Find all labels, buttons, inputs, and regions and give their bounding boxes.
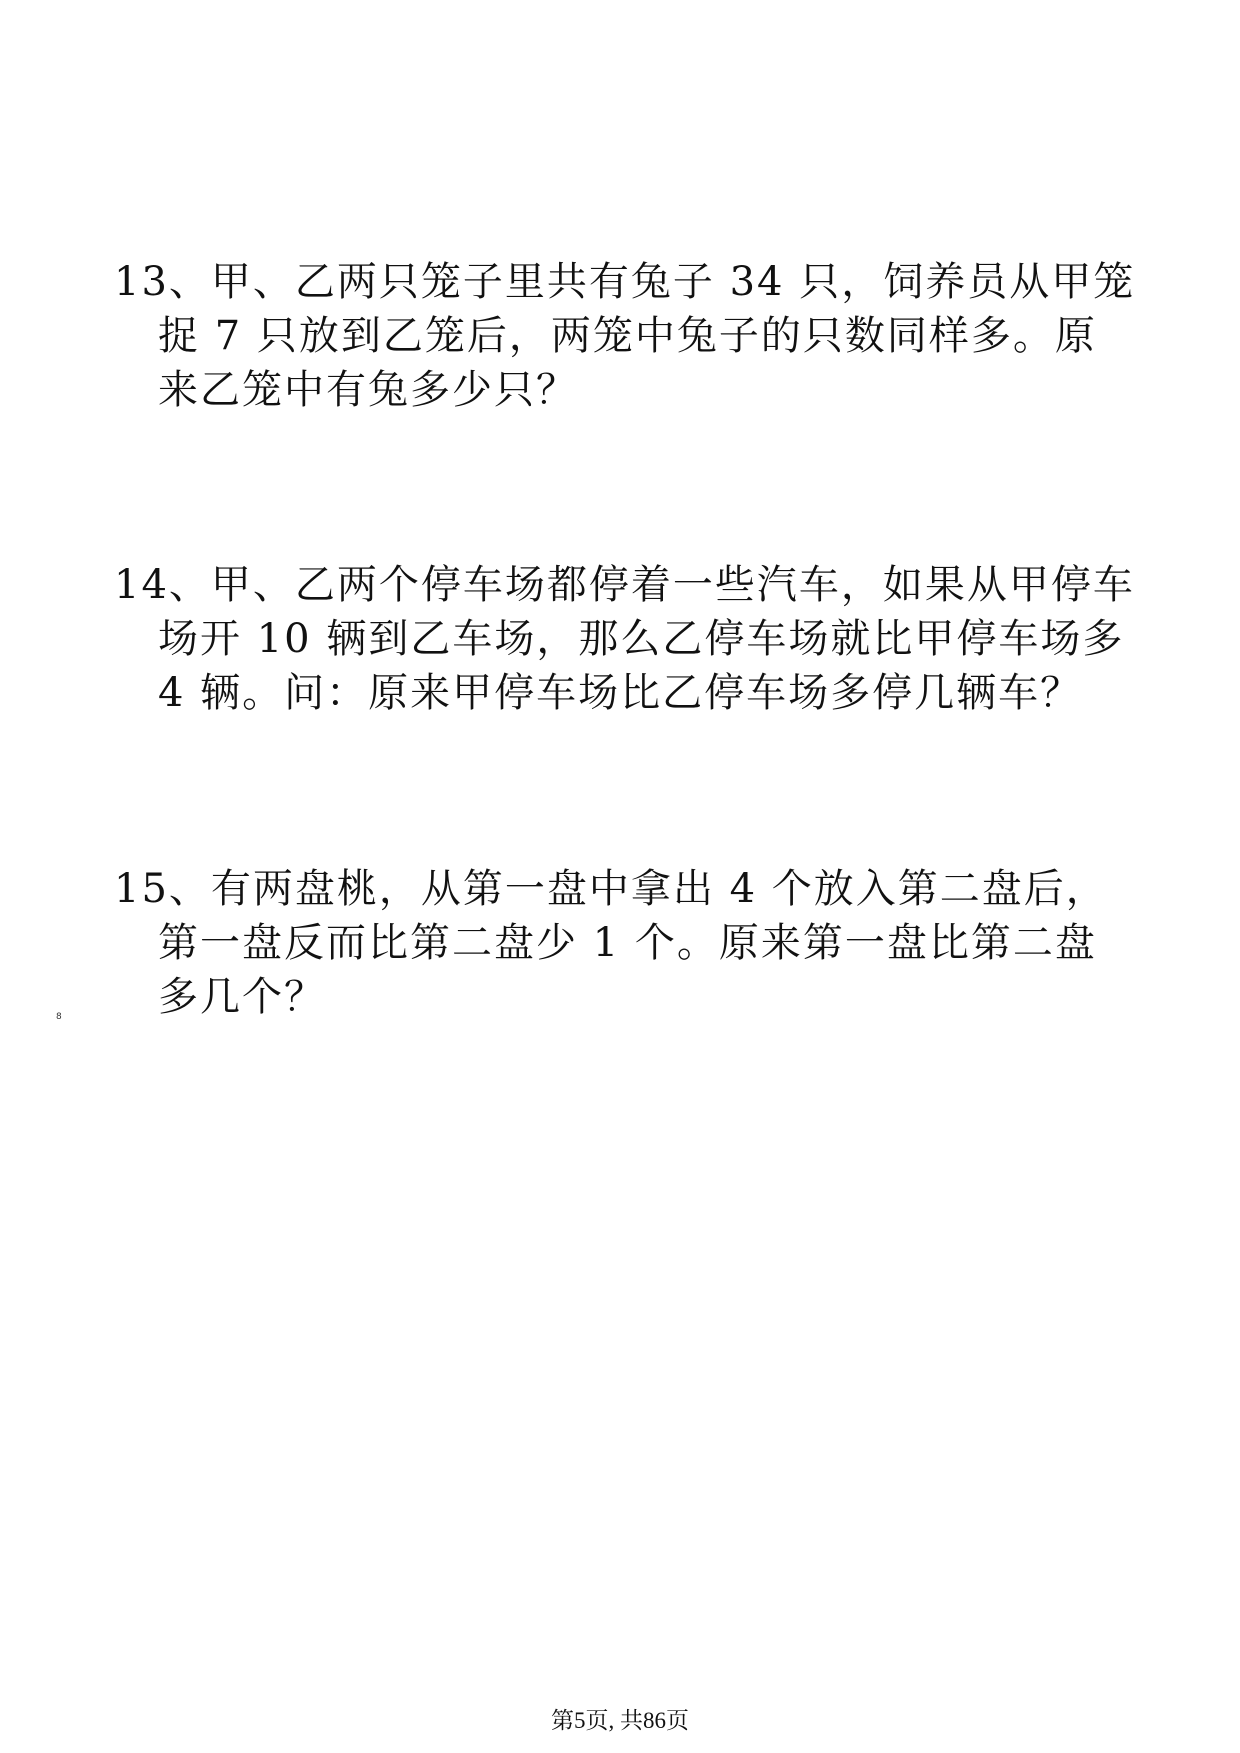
problem-15 (114, 862, 1108, 1024)
problem-line: 15、有两盘桃，从第一盘中拿出 4 个放入第二盘后， (114, 866, 1108, 912)
problem-line: 第一盘反而比第二盘少 1 个。原来第一盘比第二盘 (158, 920, 1097, 966)
problem-line: 4 辆。问：原来甲停车场比乙停车场多停几辆车？ (158, 670, 1083, 716)
problem-line: 多几个？ (158, 974, 326, 1020)
problem-line: 来乙笼中有兔多少只？ (158, 367, 578, 413)
problem-line: 13、甲、乙两只笼子里共有兔子 34 只，饲养员从甲笼 (114, 259, 1136, 305)
problem-line: 14、甲、乙两个停车场都停着一些汽车，如果从甲停车 (114, 562, 1135, 608)
margin-mark: 8 (56, 1012, 62, 1022)
problem-line: 场开 10 辆到乙车场，那么乙停车场就比甲停车场多 (158, 616, 1125, 662)
problem-line: 捉 7 只放到乙笼后，两笼中兔子的只数同样多。原 (158, 313, 1097, 359)
page-footer: 第5页, 共86页 (551, 1708, 689, 1733)
problem-13 (114, 255, 1136, 417)
problem-14 (114, 558, 1135, 720)
